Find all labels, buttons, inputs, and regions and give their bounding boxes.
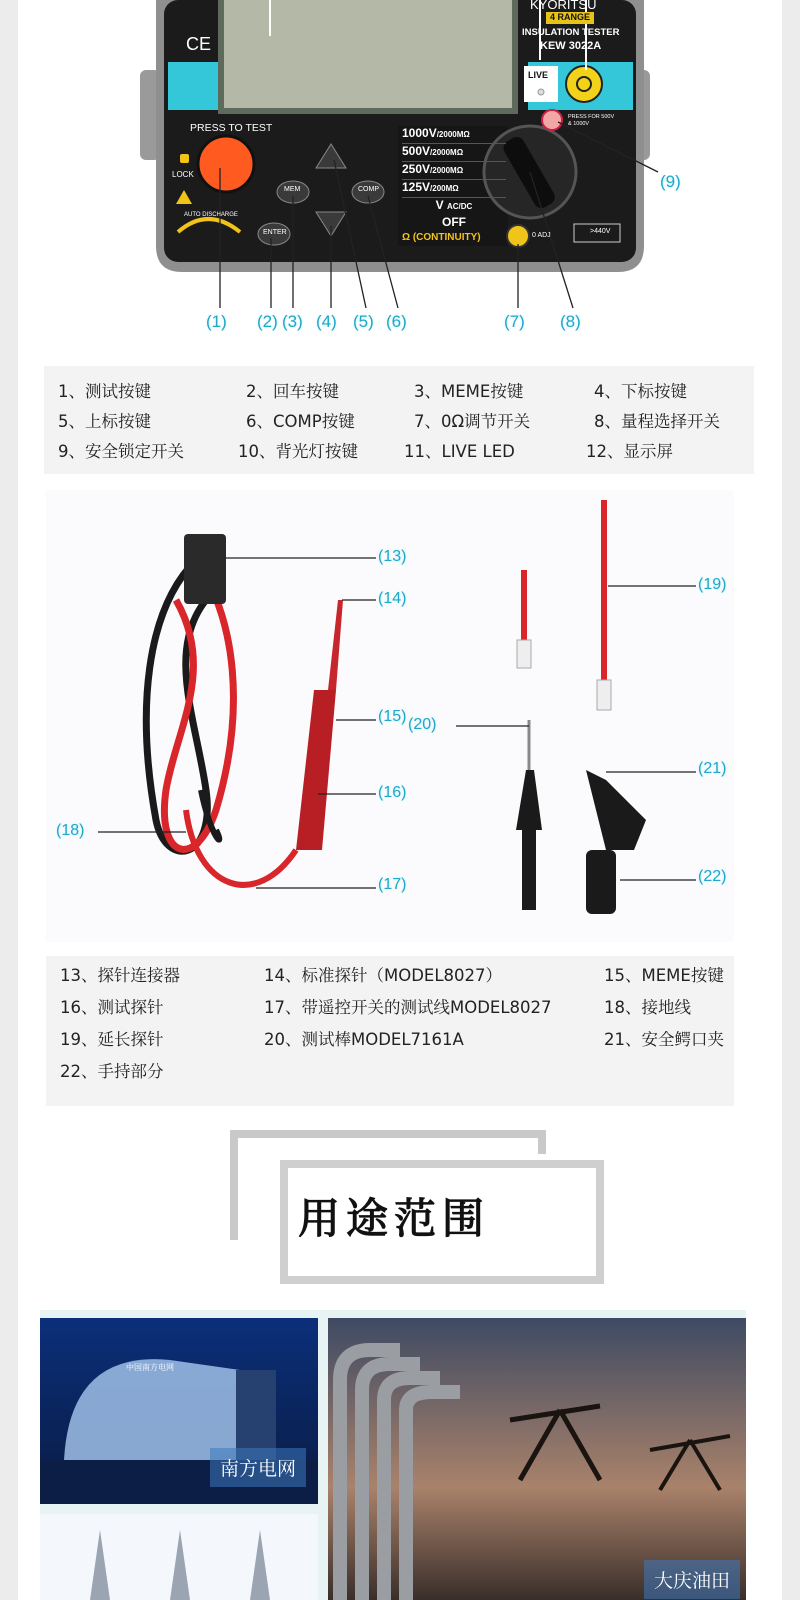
legend-item: 20、测试棒MODEL7161A [264, 1030, 464, 1049]
callout-22: (22) [698, 868, 727, 885]
range-unit: /2000MΩ [436, 130, 470, 139]
callout-9: (9) [660, 172, 681, 191]
legend-item: 14、标准探针（MODEL8027） [264, 966, 503, 985]
press-for-label: PRESS FOR 500V & 1000V [568, 114, 615, 127]
callout-19: (19) [698, 576, 727, 593]
legend-item: 8、量程选择开关 [594, 412, 720, 431]
photo-label-1: 南方电网 [210, 1448, 306, 1487]
lcd-screen [224, 0, 512, 108]
photo-collage [40, 1310, 746, 1600]
legend-item: 17、带遥控开关的测试线MODEL8027 [264, 998, 552, 1017]
callout-7: (7) [504, 312, 525, 331]
callout-16: (16) [378, 784, 407, 801]
callout-18: (18) [56, 822, 85, 839]
range-item-125v [402, 180, 506, 198]
meter-parts-legend [44, 366, 754, 474]
range-value: 1000V [402, 126, 437, 140]
legend-item: 7、0Ω调节开关 [414, 412, 531, 431]
auto-discharge-label: AUTO DISCHARGE [184, 212, 238, 218]
test-rod-handle [522, 830, 536, 910]
product-detail-page [18, 0, 782, 1600]
short-probe-ferrule [517, 640, 531, 668]
legend-item: 22、手持部分 [60, 1062, 164, 1081]
comp-button-label: COMP [358, 186, 379, 193]
range-item-250v [402, 162, 506, 180]
callout-13: (13) [378, 548, 407, 565]
range-unit: /2000MΩ [430, 148, 464, 157]
legend-item: 10、背光灯按键 [238, 442, 358, 461]
range-value: 500V [402, 144, 431, 158]
legend-item: 13、探针连接器 [60, 966, 180, 985]
backlight-button[interactable] [566, 66, 602, 102]
callout-20: (20) [408, 716, 437, 733]
callout-15: (15) [378, 708, 407, 725]
callout-1: (1) [206, 312, 227, 331]
legend-item: 11、LIVE LED [404, 442, 515, 461]
legend-item: 2、回车按键 [246, 382, 339, 401]
range-value: OFF [442, 215, 466, 229]
range-value: V [435, 198, 444, 212]
test-rod-body [516, 770, 542, 830]
voltage-warning-label: >440V [590, 228, 611, 235]
range-unit: /2000MΩ [430, 166, 464, 175]
legend-item: 21、安全鳄口夹 [604, 1030, 724, 1049]
range-value: 250V [402, 162, 431, 176]
legend-item: 19、延长探针 [60, 1030, 164, 1049]
red-probe-tip [328, 600, 343, 690]
tower-block [236, 1370, 276, 1460]
range-item-continuity [402, 232, 506, 249]
legend-item: 16、测试探针 [60, 998, 164, 1017]
application-photos [40, 1310, 746, 1600]
legend-item: 5、上标按键 [58, 412, 151, 431]
legend-item: 3、MEME按键 [414, 382, 524, 401]
photo-label-2: 大庆油田 [644, 1560, 740, 1599]
probe-connector [184, 534, 226, 604]
legend-item: 12、显示屏 [586, 442, 673, 461]
press-to-test-label: PRESS TO TEST [190, 122, 273, 134]
section-title: 用途范围 [298, 1194, 491, 1243]
brand-text: KYORITSU [530, 0, 597, 12]
extension-probe-ferrule [597, 680, 611, 710]
zero-adj-label: 0 ADJ [532, 232, 551, 239]
red-test-probe [296, 690, 336, 850]
extension-probe [601, 500, 607, 680]
range-list [402, 126, 506, 249]
safety-lock-switch[interactable] [542, 110, 562, 130]
alligator-clip-handle [586, 850, 616, 914]
live-led-icon [538, 89, 544, 95]
range-item-1000v [402, 126, 506, 144]
alligator-clip [586, 770, 646, 850]
range-unit: AC/DC [447, 202, 473, 211]
callout-6: (6) [386, 312, 407, 331]
range-item-voltage [402, 198, 506, 215]
legend-item: 4、下标按键 [594, 382, 687, 401]
range-unit: /200MΩ [430, 184, 459, 193]
callout-3: (3) [282, 312, 303, 331]
range-value: 125V [402, 180, 431, 194]
legend-item: 9、安全锁定开关 [58, 442, 184, 461]
building-sign: 中国南方电网 [126, 1363, 174, 1372]
range-value: Ω [402, 232, 411, 243]
range-unit: (CONTINUITY) [412, 232, 481, 243]
range-badge-text: 4 RANGE [550, 12, 591, 22]
callout-17: (17) [378, 876, 407, 893]
live-label: LIVE [528, 70, 549, 80]
legend-item: 15、MEME按键 [604, 966, 724, 985]
legend-item: 18、接地线 [604, 998, 691, 1017]
ce-mark: CE [186, 34, 212, 54]
zero-adj-knob[interactable] [507, 225, 529, 247]
product-text: INSULATION TESTER [522, 27, 620, 38]
accessory-parts-legend [46, 956, 734, 1106]
lock-label: LOCK [172, 170, 194, 179]
short-probe [521, 570, 527, 640]
callout-14: (14) [378, 590, 407, 607]
callout-2: (2) [257, 312, 278, 331]
enter-button-label: ENTER [263, 229, 287, 236]
accessories-section [46, 490, 734, 942]
callout-21: (21) [698, 760, 727, 777]
range-item-500v [402, 144, 506, 162]
callout-4: (4) [316, 312, 337, 331]
test-button[interactable] [198, 136, 254, 192]
callout-5: (5) [353, 312, 374, 331]
red-lead-tail [186, 810, 296, 885]
callout-8: (8) [560, 312, 581, 331]
meter-panel-section [18, 0, 782, 356]
model-text: KEW 3022A [540, 40, 602, 52]
legend-item: 1、测试按键 [58, 382, 151, 401]
legend-item: 6、COMP按键 [246, 412, 355, 431]
mem-button-label: MEM [284, 186, 301, 193]
lock-icon [180, 154, 189, 163]
range-item-off [402, 215, 506, 232]
